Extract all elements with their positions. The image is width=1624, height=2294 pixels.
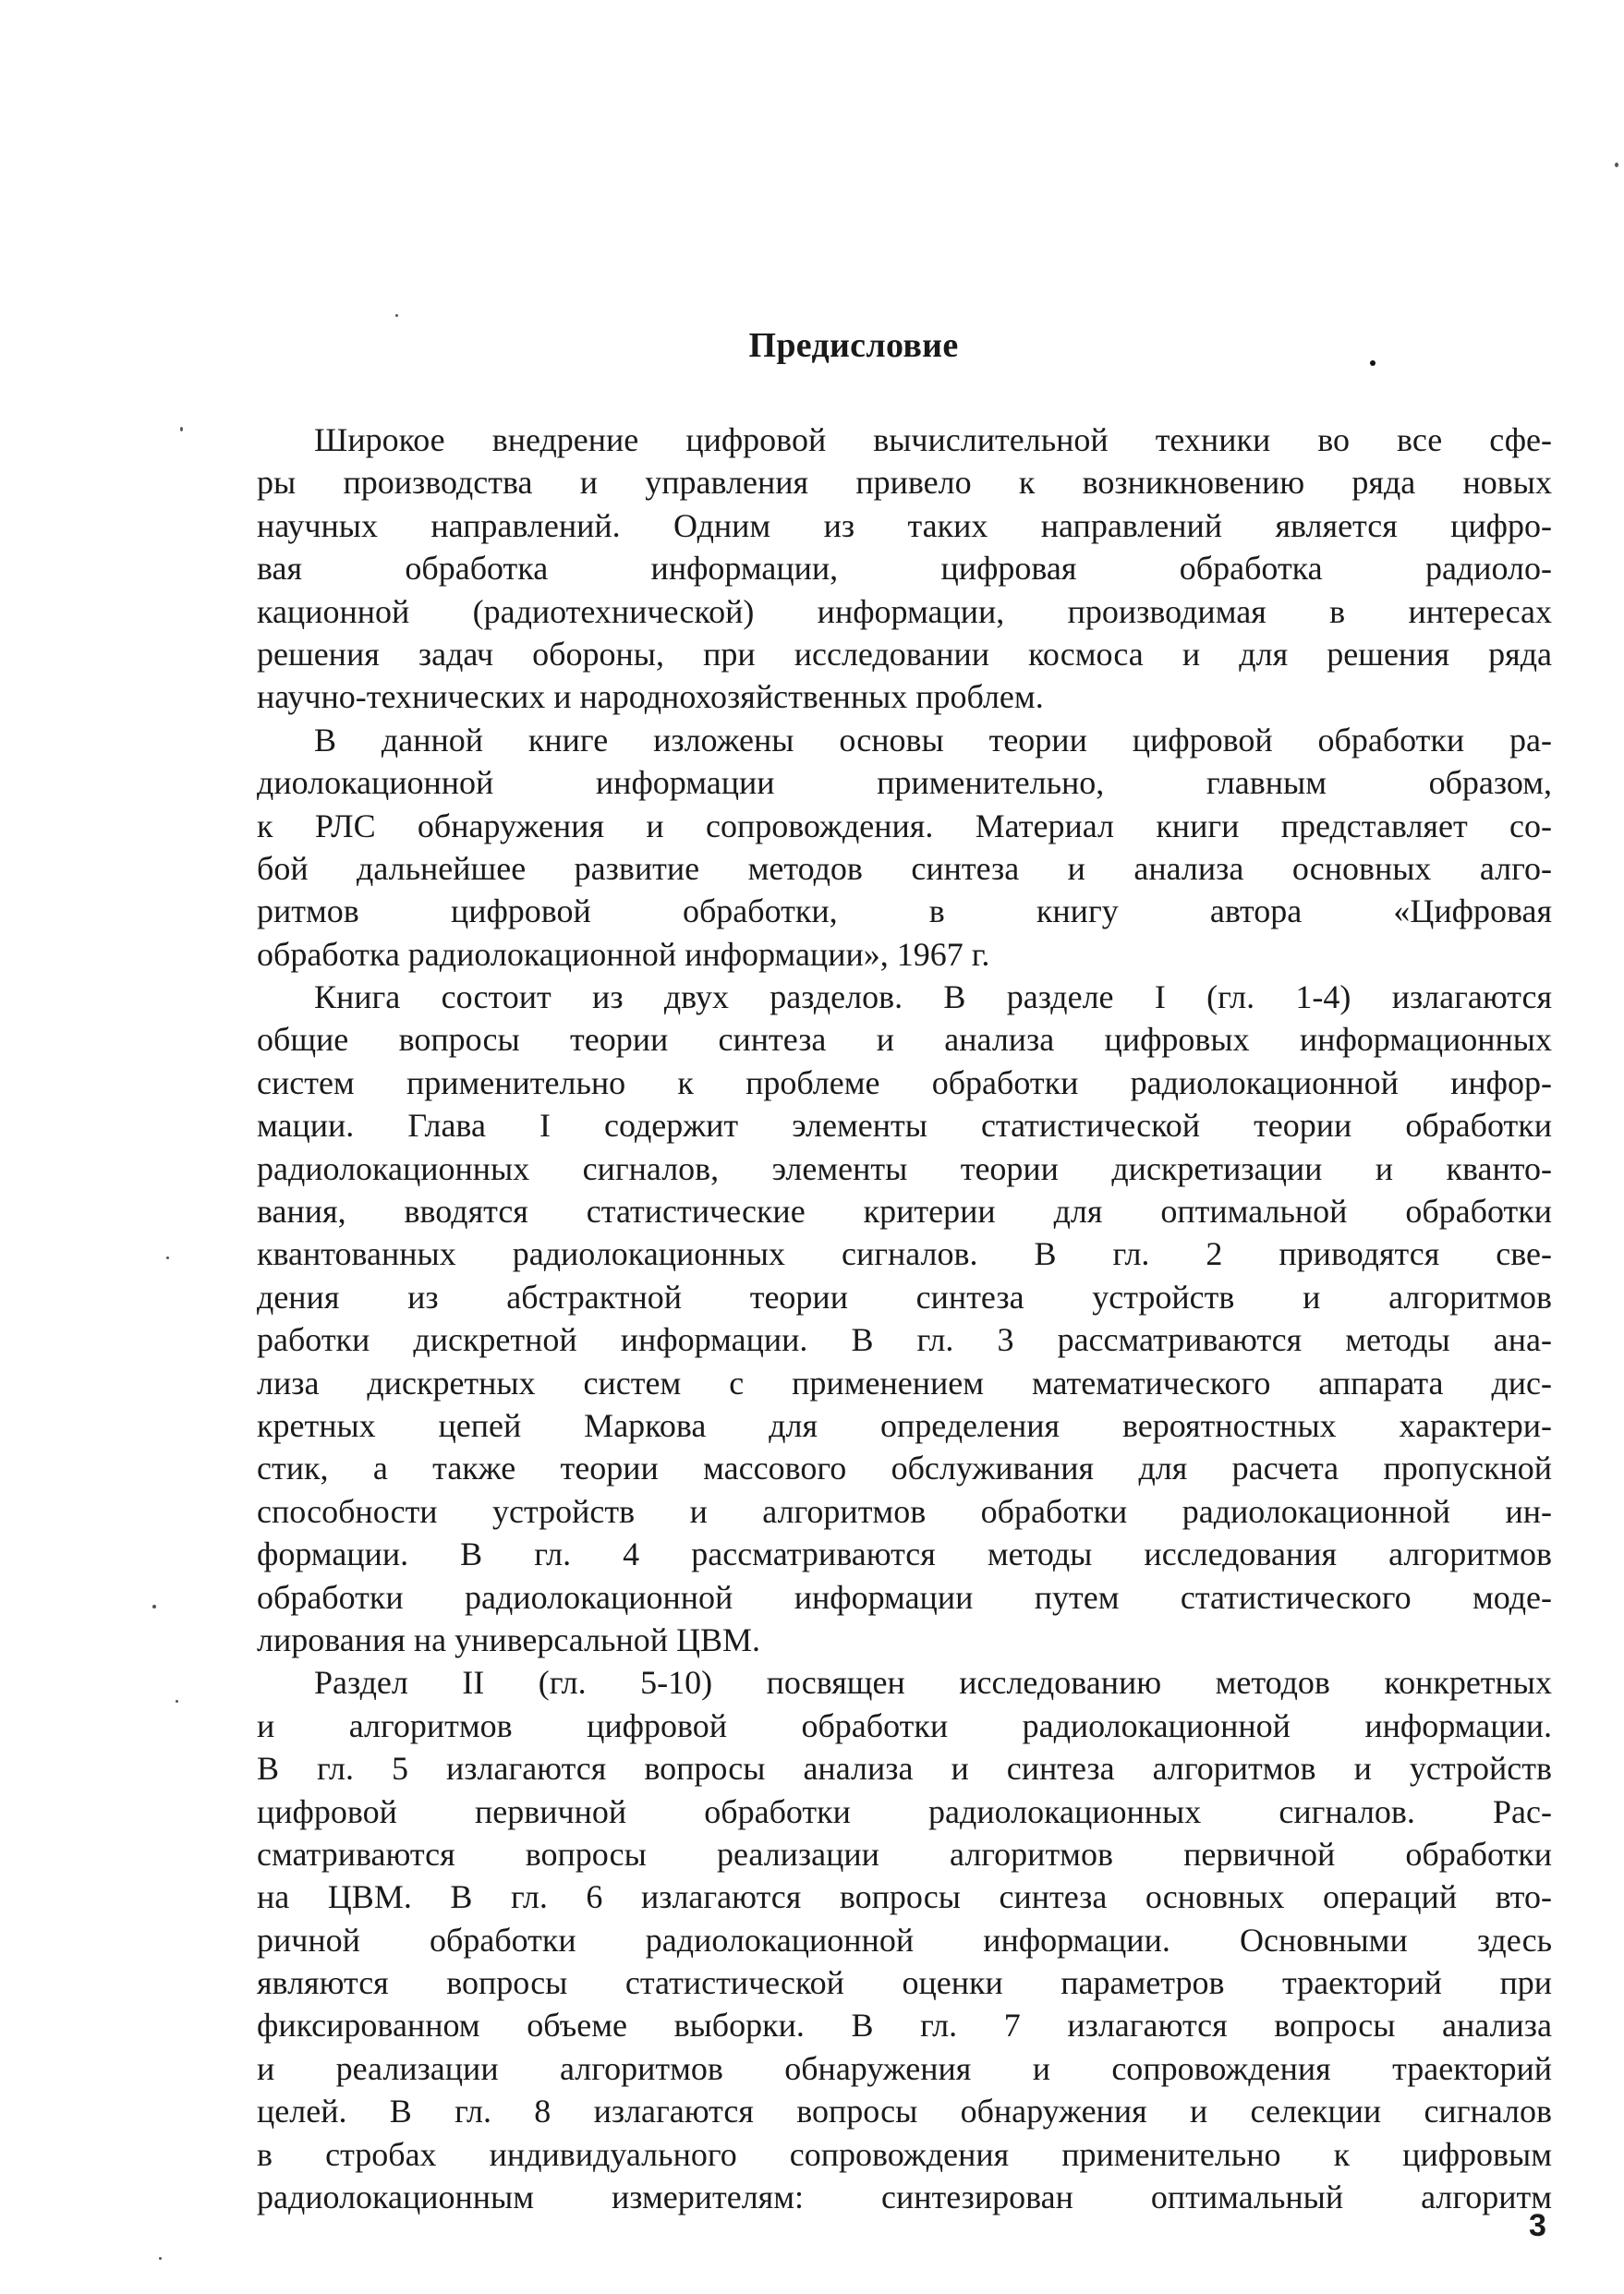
text-line: мации. Глава I содержит элементы статистической теории обработки — [257, 1107, 1552, 1145]
text-line: кационной (радиотехнической) информации, производимая в интересах — [257, 592, 1552, 630]
text-line: стик, а также теории массового обслуживания для расчета пропускной — [257, 1450, 1552, 1487]
text-line: Раздел II (гл. 5-10) посвящен исследованию методов конкретных — [314, 1664, 1552, 1702]
text-line: общие вопросы теории синтеза и анализа цифровых информационных — [257, 1021, 1552, 1059]
text-line: кретных цепей Маркова для определения вероятностных характери- — [257, 1406, 1552, 1444]
text-line: в стробах индивидуального сопровождения применительно к цифровым — [257, 2135, 1552, 2173]
scan-speck — [152, 1605, 156, 1608]
text-line: В гл. 5 излагаются вопросы анализа и синтеза алгоритмов и устройств — [257, 1750, 1552, 1788]
text-line: формации. В гл. 4 рассматриваются методы исследования алгоритмов — [257, 1535, 1552, 1573]
text-line: лирования на универсальной ЦВМ. — [257, 1620, 761, 1658]
text-line: лиза дискретных систем с применением математического аппарата дис- — [257, 1364, 1552, 1402]
text-line: обработка радиолокационной информации», 1967 г. — [257, 935, 990, 973]
text-line: к РЛС обнаружения и сопровождения. Материал книги представляет со- — [257, 807, 1552, 844]
text-line: работки дискретной информации. В гл. 3 рассматриваются методы ана- — [257, 1321, 1552, 1359]
text-line: научных направлений. Одним из таких направлений является цифро- — [257, 506, 1552, 544]
text-line: научно-технических и народнохозяйственных проблем. — [257, 678, 1044, 716]
text-line: бой дальнейшее развитие методов синтеза и анализа основных алго- — [257, 849, 1552, 887]
scan-speck — [176, 1700, 178, 1703]
text-line: ритмов цифровой обработки, в книгу автора «Цифровая — [257, 892, 1552, 930]
scan-speck — [159, 2257, 162, 2260]
text-line: вания, вводятся статистические критерии для оптимальной обработки — [257, 1193, 1552, 1231]
text-line: способности устройств и алгоритмов обработки радиолокационной ин- — [257, 1492, 1552, 1530]
text-line: целей. В гл. 8 излагаются вопросы обнаружения и селекции сигналов — [257, 2093, 1552, 2130]
text-line: В данной книге изложены основы теории цифровой обработки ра- — [314, 721, 1552, 759]
text-line: и алгоритмов цифровой обработки радиолокационной информации. — [257, 1706, 1552, 1744]
body-text — [257, 419, 1552, 2218]
page-number: 3 — [1529, 2208, 1546, 2243]
text-line: вая обработка информации, цифровая обработка радиоло- — [257, 550, 1552, 588]
text-line: фиксированном объеме выборки. В гл. 7 излагаются вопросы анализа — [257, 2007, 1552, 2045]
text-line: ры производства и управления привело к возникновению ряда новых — [257, 464, 1552, 502]
text-line: квантованных радиолокационных сигналов. В гл. 2 приводятся све- — [257, 1235, 1552, 1273]
page-title: Предисловие — [748, 326, 959, 365]
scan-speck — [166, 1256, 169, 1259]
text-line: являются вопросы статистической оценки параметров траекторий при — [257, 1964, 1552, 2002]
text-line: ричной обработки радиолокационной информации. Основными здесь — [257, 1921, 1552, 1959]
scan-speck — [180, 427, 183, 431]
scan-speck — [395, 314, 398, 317]
scan-speck — [1615, 163, 1618, 167]
scan-speck — [1370, 360, 1376, 366]
text-line: цифровой первичной обработки радиолокационных сигналов. Рас- — [257, 1792, 1552, 1830]
text-line: решения задач обороны, при исследовании космоса и для решения ряда — [257, 635, 1552, 673]
text-line: сматриваются вопросы реализации алгоритмов первичной обработки — [257, 1835, 1552, 1873]
text-line: радиолокационным измерителям: синтезирован оптимальный алгоритм — [257, 2179, 1552, 2216]
text-line: диолокационной информации применительно, главным образом, — [257, 764, 1552, 802]
text-line: Книга состоит из двух разделов. В разделе I (гл. 1-4) излагаются — [314, 978, 1552, 1016]
text-line: систем применительно к проблеме обработки радиолокационной инфор- — [257, 1063, 1552, 1101]
text-line: дения из абстрактной теории синтеза устройств и алгоритмов — [257, 1278, 1552, 1316]
text-line: обработки радиолокационной информации путем статистического моде- — [257, 1578, 1552, 1616]
text-line: на ЦВМ. В гл. 6 излагаются вопросы синтеза основных операций вто- — [257, 1878, 1552, 1916]
text-line: радиолокационных сигналов, элементы теории дискретизации и кванто- — [257, 1149, 1552, 1187]
text-line: Широкое внедрение цифровой вычислительной техники во все сфе- — [314, 421, 1552, 458]
text-line: и реализации алгоритмов обнаружения и сопровождения траекторий — [257, 2049, 1552, 2087]
